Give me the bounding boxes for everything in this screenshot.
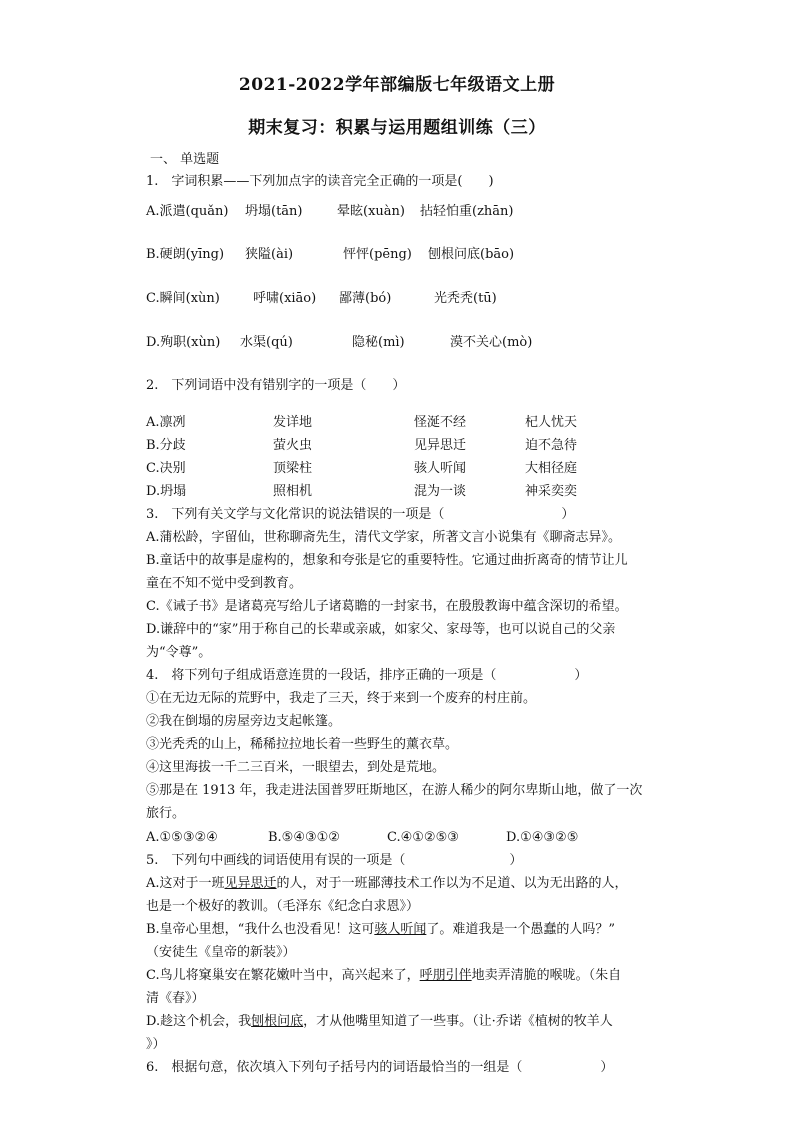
option-word: 刨根问底(bāo) — [428, 247, 515, 262]
option-word: B.硬朗(yīng) — [146, 247, 225, 262]
text-segment: 地卖弄清脆的喉咙。（朱自 — [471, 968, 622, 983]
option-word: 萤火虫 — [273, 438, 313, 453]
option-word: D.坍塌 — [146, 484, 187, 499]
question-3-option-b-cont: 童在不知不觉中受到教育。 — [146, 576, 303, 591]
option-word: 坍塌(tān) — [245, 204, 303, 219]
option-word: 见异思迁 — [414, 438, 467, 453]
text-segment: ，才从他嘴里知道了一些事。（让·乔诺《植树的牧羊人 — [303, 1014, 613, 1029]
option-word: C.瞬间(xùn) — [146, 291, 220, 306]
question-5-stem: 5. 下列句中画线的词语使用有误的一项是（ ） — [146, 853, 523, 868]
text-segment: C.鸟儿将窠巢安在繁花嫩叶当中，高兴起来了， — [146, 968, 420, 983]
option-word: 鄙薄(bó) — [339, 291, 392, 306]
question-5-option-d-cont: 》） — [146, 1037, 166, 1052]
question-5-option-b-cont: （安徒生《皇帝的新装》） — [146, 945, 296, 960]
option-b: B.⑤④③①② — [268, 830, 340, 845]
question-5-option-b — [146, 920, 615, 940]
question-5-option-a-cont: 也是一个极好的教训。（毛泽东《纪念白求恩》） — [146, 899, 420, 914]
option-word: 骇人听闻 — [414, 461, 467, 476]
option-word: 狭隘(ài) — [245, 247, 294, 262]
question-5-option-d — [146, 1012, 613, 1032]
document-subtitle: 期末复习：积累与运用题组训练（三） — [248, 118, 546, 138]
option-word: D.殉职(xùn) — [146, 335, 221, 350]
question-2-stem: 2. 下列词语中没有错别字的一项是（ ） — [146, 378, 406, 393]
sentence-1: ①在无边无际的荒野中，我走了三天，终于来到一个废弃的村庄前。 — [146, 691, 537, 706]
option-word: 漠不关心(mò) — [450, 335, 533, 350]
option-c: C.④①②⑤③ — [387, 830, 459, 845]
question-5-option-a — [146, 874, 628, 894]
text-segment: 的人，对于一班鄙薄技术工作以为不足道、以为无出路的人， — [276, 876, 628, 891]
option-word: A.派遣(quǎn) — [146, 204, 229, 219]
option-d: D.①④③②⑤ — [506, 830, 579, 845]
underlined-phrase: 见异思迁 — [224, 876, 277, 891]
question-3-option-d-cont: 为“令尊”。 — [146, 645, 212, 660]
section-heading: 一、 单选题 — [150, 152, 220, 167]
option-word: 水渠(qú) — [240, 335, 293, 350]
question-1-stem: 1. 字词积累——下列加点字的读音完全正确的一项是( ) — [146, 174, 494, 189]
question-5-option-c-cont: 清《春》） — [146, 991, 205, 1006]
text-segment: 了。难道我是一个愚蠢的人吗？” — [426, 922, 616, 937]
option-word: 照相机 — [273, 484, 313, 499]
option-word: 呼啸(xiāo) — [253, 291, 317, 306]
text-segment: D.趁这个机会，我 — [146, 1014, 252, 1029]
option-word: B.分歧 — [146, 438, 186, 453]
option-word: 光秃秃(tū) — [434, 291, 497, 306]
option-word: 怦怦(pēng) — [343, 247, 412, 262]
sentence-5-cont: 旅行。 — [146, 806, 186, 821]
question-5-option-c — [146, 966, 621, 986]
option-word: 迫不急待 — [525, 438, 578, 453]
option-word: C.决别 — [146, 461, 186, 476]
document-title: 2021-2022学年部编版七年级语文上册 — [238, 75, 556, 95]
question-4-stem: 4. 将下列句子组成语意连贯的一段话，排序正确的一项是（ ） — [146, 668, 588, 683]
question-3-option-c: C.《诫子书》是诸葛亮写给儿子诸葛瞻的一封家书，在殷殷教诲中蕴含深切的希望。 — [146, 599, 628, 614]
option-word: 神采奕奕 — [525, 484, 578, 499]
option-word: 顶梁柱 — [273, 461, 313, 476]
underlined-phrase: 刨根问底 — [251, 1014, 304, 1029]
option-word: 混为一谈 — [414, 484, 467, 499]
sentence-2: ②我在倒塌的房屋旁边支起帐篷。 — [146, 714, 342, 729]
option-word: 晕眩(xuàn) — [337, 204, 405, 219]
option-word: 发详地 — [273, 415, 313, 430]
question-3-option-b: B.童话中的故事是虚构的，想象和夸张是它的重要特性。它通过曲折离奇的情节让儿 — [146, 553, 628, 568]
option-word: A.凛冽 — [146, 415, 186, 430]
question-3-option-d: D.谦辞中的“家”用于称自己的长辈或亲戚，如家父、家母等，也可以说自己的父亲 — [146, 622, 616, 637]
question-6-stem: 6. 根据句意，依次填入下列句子括号内的词语最恰当的一组是（ ） — [146, 1060, 614, 1075]
option-word: 杞人忧天 — [525, 415, 578, 430]
sentence-3: ③光秃秃的山上，稀稀拉拉地长着一些野生的薰衣草。 — [146, 737, 459, 752]
option-word: 大相径庭 — [525, 461, 578, 476]
option-word: 拈轻怕重(zhān) — [420, 204, 514, 219]
underlined-phrase: 骇人听闻 — [374, 922, 427, 937]
option-word: 怪涎不经 — [414, 415, 467, 430]
question-3-stem: 3. 下列有关文学与文化常识的说法错误的一项是（ ） — [146, 507, 575, 522]
underlined-phrase: 呼朋引伴 — [419, 968, 472, 983]
question-3-option-a: A.蒲松龄，字留仙，世称聊斋先生，清代文学家，所著文言小说集有《聊斋志异》。 — [146, 530, 622, 545]
sentence-4: ④这里海拔一千二三百米，一眼望去，到处是荒地。 — [146, 760, 446, 775]
sentence-5: ⑤那是在 1913 年，我走进法国普罗旺斯地区，在游人稀少的阿尔卑斯山地，做了一次 — [146, 783, 643, 798]
option-a: A.①⑤③②④ — [146, 830, 218, 845]
text-segment: B.皇帝心里想，“我什么也没看见！这可 — [146, 922, 375, 937]
text-segment: A.这对于一班 — [146, 876, 225, 891]
option-word: 隐秘(mì) — [352, 335, 405, 350]
